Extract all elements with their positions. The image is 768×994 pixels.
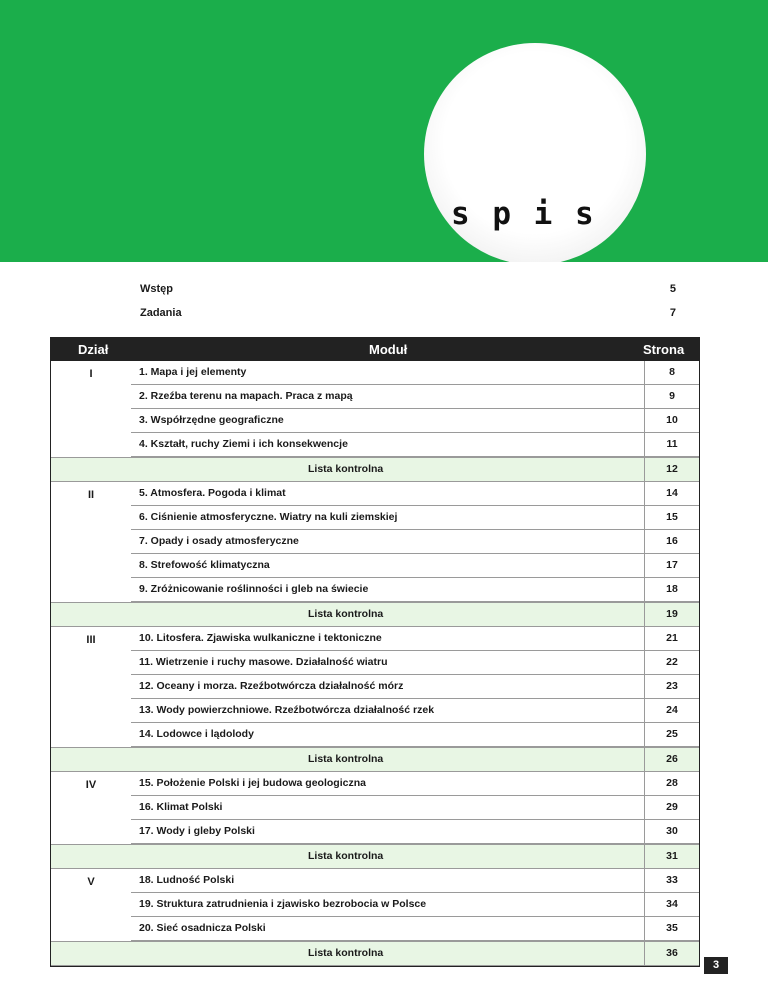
toc-row-page: 22 (644, 651, 699, 674)
toc-row-page: 16 (644, 530, 699, 553)
lista-kontrolna-label: Lista kontrolna (308, 608, 384, 620)
toc-row[interactable] (131, 385, 699, 409)
intro-page: 5 (669, 283, 676, 295)
toc-row-page: 23 (644, 675, 699, 698)
lista-kontrolna-label: Lista kontrolna (308, 850, 384, 862)
toc-row[interactable] (131, 627, 699, 651)
toc-table (50, 337, 700, 967)
toc-row[interactable] (131, 482, 699, 506)
lista-kontrolna-page: 26 (644, 748, 699, 771)
toc-row[interactable] (131, 796, 699, 820)
toc-row-page: 33 (644, 869, 699, 892)
page-number: 3 (704, 957, 728, 974)
header-strona: Strona (643, 342, 685, 357)
dzial-number: III (86, 634, 96, 646)
toc-row-label: 10. Litosfera. Zjawiska wulkaniczne i tektoniczne (139, 632, 382, 644)
toc-row-page: 11 (644, 433, 699, 456)
toc-row-page: 34 (644, 893, 699, 916)
title-line-1: s p i s (451, 196, 596, 232)
toc-row-label: 3. Współrzędne geograficzne (139, 414, 284, 426)
toc-row-label: 7. Opady i osady atmosferyczne (139, 535, 299, 547)
toc-row[interactable] (131, 578, 699, 602)
toc-row-label: 11. Wietrzenie i ruchy masowe. Działalność wiatru (139, 656, 388, 668)
toc-row-page: 9 (644, 385, 699, 408)
toc-row[interactable] (131, 869, 699, 893)
header-modul: Moduł (369, 342, 408, 357)
toc-row[interactable] (131, 530, 699, 554)
toc-section (51, 869, 699, 966)
dzial-number: II (87, 489, 95, 501)
header-dzial: Dział (78, 342, 109, 357)
toc-row-label: 19. Struktura zatrudnienia i zjawisko bezrobocia w Polsce (139, 898, 427, 910)
lista-kontrolna-page: 12 (644, 458, 699, 481)
intro-row-wstep[interactable] (50, 280, 698, 300)
lista-kontrolna-page: 31 (644, 845, 699, 868)
toc-row-page: 30 (644, 820, 699, 843)
toc-row[interactable] (131, 772, 699, 796)
toc-row-page: 28 (644, 772, 699, 795)
toc-row[interactable] (131, 433, 699, 457)
lista-kontrolna-label: Lista kontrolna (308, 753, 384, 765)
lista-kontrolna-row[interactable] (51, 747, 699, 772)
toc-row-label: 8. Strefowość klimatyczna (139, 559, 270, 571)
toc-row[interactable] (131, 409, 699, 433)
toc-table-header (51, 337, 699, 361)
intro-label: Zadania (140, 307, 182, 319)
toc-row-label: 12. Oceany i morza. Rzeźbotwórcza działalność mórz (139, 680, 404, 692)
toc-row[interactable] (131, 675, 699, 699)
lista-kontrolna-page: 19 (644, 603, 699, 626)
toc-row[interactable] (131, 506, 699, 530)
lista-kontrolna-row[interactable] (51, 602, 699, 627)
toc-row[interactable] (131, 699, 699, 723)
lista-kontrolna-row[interactable] (51, 844, 699, 869)
toc-row-label: 13. Wody powierzchniowe. Rzeźbotwórcza działalność rzek (139, 704, 435, 716)
dzial-number: V (87, 876, 95, 888)
toc-row[interactable] (131, 893, 699, 917)
toc-row-page: 18 (644, 578, 699, 601)
toc-row-label: 15. Położenie Polski i jej budowa geologiczna (139, 777, 366, 789)
toc-sections (51, 361, 699, 966)
toc-row-label: 18. Ludność Polski (139, 874, 235, 886)
toc-row[interactable] (131, 820, 699, 844)
toc-row[interactable] (131, 554, 699, 578)
toc-section (51, 482, 699, 627)
toc-row-label: 4. Kształt, ruchy Ziemi i ich konsekwencje (139, 438, 348, 450)
toc-row[interactable] (131, 651, 699, 675)
dzial-number: IV (85, 779, 97, 791)
toc-row-page: 21 (644, 627, 699, 650)
toc-row-label: 5. Atmosfera. Pogoda i klimat (139, 487, 286, 499)
toc-row[interactable] (131, 917, 699, 941)
toc-row-page: 8 (644, 361, 699, 384)
lista-kontrolna-row[interactable] (51, 941, 699, 966)
toc-section (51, 772, 699, 869)
toc-section (51, 627, 699, 772)
toc-row[interactable] (131, 361, 699, 385)
lista-kontrolna-label: Lista kontrolna (308, 463, 384, 475)
toc-row-page: 15 (644, 506, 699, 529)
toc-row-label: 16. Klimat Polski (139, 801, 223, 813)
toc-row-label: 2. Rzeźba terenu na mapach. Praca z mapą (139, 390, 353, 402)
toc-row-label: 14. Lodowce i lądolody (139, 728, 254, 740)
toc-row-page: 24 (644, 699, 699, 722)
intro-row-zadania[interactable] (50, 304, 698, 324)
toc-row-page: 10 (644, 409, 699, 432)
intro-page: 7 (669, 307, 676, 319)
lista-kontrolna-row[interactable] (51, 457, 699, 482)
page-title (451, 92, 678, 262)
toc-row-page: 17 (644, 554, 699, 577)
toc-row-label: 9. Zróżnicowanie roślinności i gleb na świecie (139, 583, 369, 595)
lista-kontrolna-label: Lista kontrolna (308, 947, 384, 959)
toc-row-label: 17. Wody i gleby Polski (139, 825, 255, 837)
toc-section (51, 361, 699, 482)
lista-kontrolna-page: 36 (644, 942, 699, 965)
toc-row-page: 25 (644, 723, 699, 746)
dzial-number: I (89, 368, 93, 380)
header-banner (0, 0, 768, 262)
toc-row-label: 1. Mapa i jej elementy (139, 366, 247, 378)
toc-row-page: 35 (644, 917, 699, 940)
toc-row-label: 6. Ciśnienie atmosferyczne. Wiatry na kuli ziemskiej (139, 511, 398, 523)
toc-row-label: 20. Sieć osadnicza Polski (139, 922, 266, 934)
toc-row[interactable] (131, 723, 699, 747)
toc-row-page: 29 (644, 796, 699, 819)
intro-label: Wstęp (140, 283, 173, 295)
toc-row-page: 14 (644, 482, 699, 505)
